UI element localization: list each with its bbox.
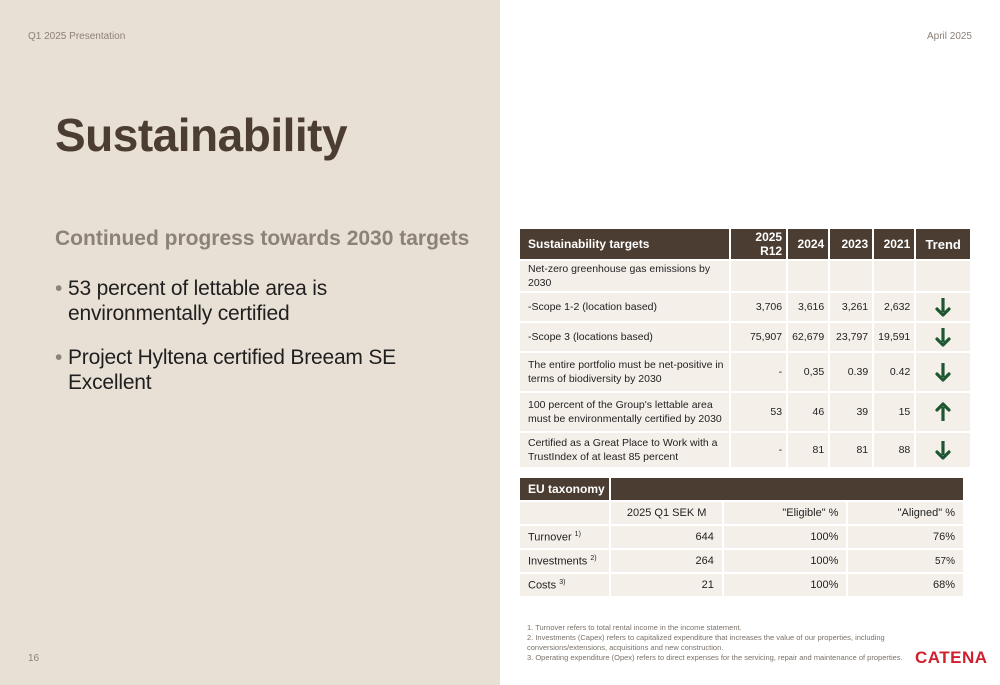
value-cell: 76% [848,526,963,548]
value-cell: 0,35 [788,353,828,391]
column-header: "Aligned" % [848,502,963,524]
header-cell: Sustainability targets [520,229,729,259]
value-cell: 644 [611,526,722,548]
table-row [520,526,963,548]
column-header: 2025 Q1 SEK M [611,502,722,524]
table-row [520,502,963,524]
value-cell: 39 [830,393,872,431]
catena-logo: CATENA [915,648,988,667]
table-header-row [520,478,963,500]
eu-row-label [520,574,609,596]
eu-row-label [520,526,609,548]
value-cell: 264 [611,550,722,572]
value-cell [731,261,787,291]
footnote: 1. Turnover refers to total rental income in the income statement. [527,623,742,632]
trend-cell [916,433,970,467]
value-cell [830,261,872,291]
header-cell: 2023 [830,229,872,259]
value-cell: 100% [724,550,847,572]
eu-taxonomy-title: EU taxonomy [520,478,609,500]
eu-row-label-text: Investments [528,555,588,568]
table-row [520,550,963,572]
page-number: 16 [28,653,40,664]
value-cell: 3,706 [731,293,787,321]
value-cell: 15 [874,393,914,431]
value-cell [874,261,914,291]
target-label: Net-zero greenhouse gas emissions by 2030 [520,261,729,291]
target-label: 100 percent of the Group's lettable area must be environmentally certified by 2030 [520,393,729,431]
arrow-down-icon [935,327,951,347]
column-header: "Eligible" % [724,502,847,524]
trend-cell [916,393,970,431]
value-cell: 3,616 [788,293,828,321]
trend-cell [916,353,970,391]
value-cell: 0.39 [830,353,872,391]
bullet-item [55,345,465,395]
table-row [520,261,970,291]
value-cell: 81 [830,433,872,467]
value-cell: 75,907 [731,323,787,351]
sustainability-targets-table [518,227,972,469]
page-subtitle: Continued progress towards 2030 targets [55,227,470,250]
header-cell: 2025 R12 [731,229,787,259]
header-cell: 2024 [788,229,828,259]
value-cell: 3,261 [830,293,872,321]
trend-cell [916,293,970,321]
target-label: -Scope 1-2 (location based) [520,293,729,321]
value-cell: 2,632 [874,293,914,321]
footnote-ref: 3) [559,578,566,586]
footnote: 3. Operating expenditure (Opex) refers to direct expenses for the servicing, repair and maintenance of properties. [527,653,903,662]
value-cell: - [731,353,787,391]
page-title: Sustainability [55,109,348,161]
arrow-down-icon [935,440,951,460]
table-row [520,574,963,596]
value-cell: 23,797 [830,323,872,351]
value-cell: 62,679 [788,323,828,351]
table-row [520,353,970,391]
header-cell: 2021 [874,229,914,259]
bullet-text: Project Hyltena certified Breeam SE Excellent [68,346,396,394]
trend-cell [916,261,970,291]
footnote: 2. Investments (Capex) refers to capitalized expenditure that increases the value of our properties, including conversions/extensions, acquisitions and new construction. [527,633,885,652]
arrow-down-icon [935,297,951,317]
bullet-dot-icon: • [55,346,63,369]
value-cell: 57% [848,550,963,572]
table-row [520,293,970,321]
eu-taxonomy-table [518,476,965,598]
value-cell: 81 [788,433,828,467]
table-row [520,393,970,431]
footnote-ref: 1) [574,530,581,538]
footnotes [527,623,907,663]
value-cell: 100% [724,526,847,548]
arrow-down-icon [935,362,951,382]
table-cell [520,502,609,524]
value-cell [788,261,828,291]
target-label: Certified as a Great Place to Work with a TrustIndex of at least 85 percent [520,433,729,467]
footnote-ref: 2) [590,554,597,562]
date-label: April 2025 [926,31,972,42]
value-cell: 21 [611,574,722,596]
value-cell: 100% [724,574,847,596]
table-row [520,323,970,351]
target-label: -Scope 3 (locations based) [520,323,729,351]
value-cell: 0.42 [874,353,914,391]
bullet-list [55,276,465,414]
value-cell: 68% [848,574,963,596]
bullet-item [55,276,465,326]
bullet-text: 53 percent of lettable area is environmentally certified [68,277,328,325]
trend-cell [916,323,970,351]
header-cell: Trend [916,229,970,259]
bullet-dot-icon: • [55,277,63,300]
eu-row-label-text: Turnover [528,531,572,544]
header-fill [611,478,963,500]
value-cell: 19,591 [874,323,914,351]
target-label: The entire portfolio must be net-positive in terms of biodiversity by 2030 [520,353,729,391]
value-cell: 88 [874,433,914,467]
value-cell: - [731,433,787,467]
presentation-label: Q1 2025 Presentation [28,31,126,42]
eu-row-label-text: Costs [528,579,557,592]
table-row [520,433,970,467]
arrow-up-icon [935,402,951,422]
eu-row-label [520,550,609,572]
table-header-row [520,229,970,259]
value-cell: 46 [788,393,828,431]
value-cell: 53 [731,393,787,431]
